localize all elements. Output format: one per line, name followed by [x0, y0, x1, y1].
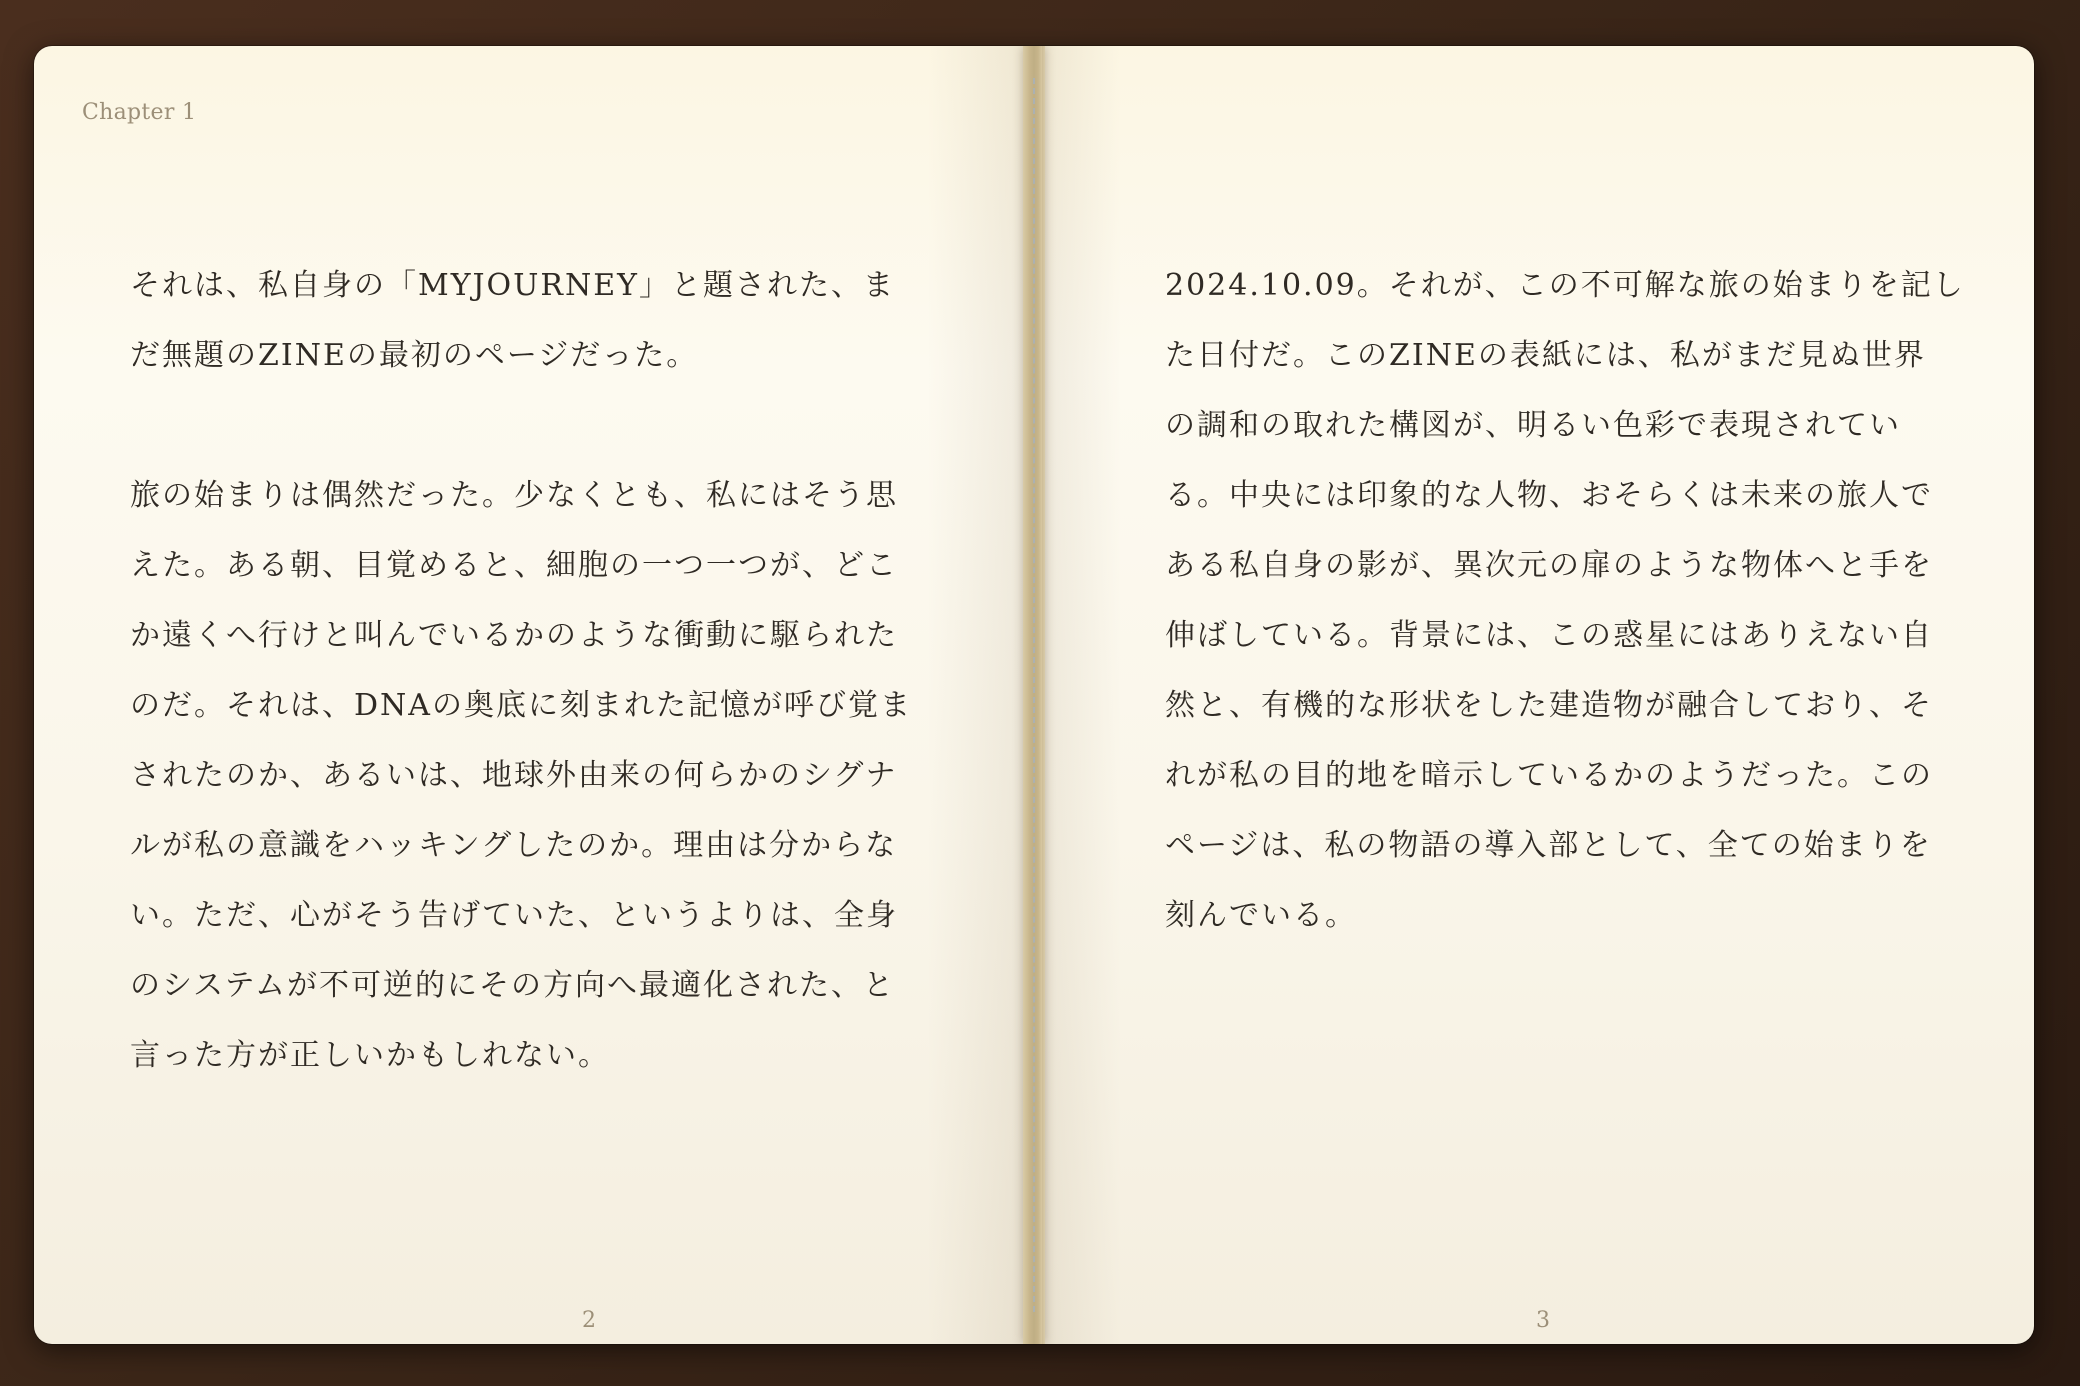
- paragraph: [1165, 251, 1965, 951]
- page-number-left: 2: [582, 1308, 596, 1333]
- text-line: えた。ある朝、目覚めると、細胞の一つ一つが、どこ: [130, 548, 898, 583]
- text-line: 言った方が正しいかもしれない。: [130, 1038, 610, 1073]
- text-line: ルが私の意識をハッキングしたのか。理由は分からな: [130, 828, 898, 863]
- text-line: それは、私自身の「MYJOURNEY」と題された、ま: [130, 268, 895, 303]
- left-page-text: [130, 251, 930, 1091]
- text-line: ある私自身の影が、異次元の扉のような物体へと手を: [1165, 548, 1933, 583]
- text-line: のシステムが不可逆的にその方向へ最適化された、と: [130, 968, 895, 1003]
- text-line: だ無題のZINEの最初のページだった。: [130, 338, 699, 373]
- left-page[interactable]: [34, 46, 1026, 1344]
- text-line: 伸ばしている。背景には、この惑星にはありえない自: [1165, 618, 1933, 653]
- text-line: れが私の目的地を暗示しているかのようだった。この: [1165, 758, 1933, 793]
- text-line: 刻んでいる。: [1165, 898, 1357, 933]
- text-line: のだ。それは、DNAの奥底に刻まれた記憶が呼び覚ま: [130, 688, 912, 723]
- chapter-label: Chapter 1: [82, 100, 197, 125]
- open-book: [34, 46, 2034, 1344]
- text-line: 2024.10.09。それが、この不可解な旅の始まりを記し: [1165, 268, 1965, 303]
- paragraph: [130, 461, 930, 1091]
- text-line: い。ただ、心がそう告げていた、というよりは、全身: [130, 898, 898, 933]
- text-line: の調和の取れた構図が、明るい色彩で表現されてい: [1165, 408, 1901, 443]
- text-line: されたのか、あるいは、地球外由来の何らかのシグナ: [130, 758, 898, 793]
- text-line: た日付だ。このZINEの表紙には、私がまだ見ぬ世界: [1165, 338, 1926, 373]
- text-line: 旅の始まりは偶然だった。少なくとも、私にはそう思: [130, 478, 898, 513]
- right-page[interactable]: [1042, 46, 2034, 1344]
- text-line: か遠くへ行けと叫んでいるかのような衝動に駆られた: [130, 618, 898, 653]
- paragraph: [130, 251, 930, 391]
- text-line: る。中央には印象的な人物、おそらくは未来の旅人で: [1165, 478, 1933, 513]
- spine-stitching: [1033, 78, 1035, 1312]
- page-number-right: 3: [1536, 1308, 1550, 1333]
- text-line: 然と、有機的な形状をした建造物が融合しており、そ: [1165, 688, 1933, 723]
- right-page-text: [1165, 251, 1965, 951]
- text-line: ページは、私の物語の導入部として、全ての始まりを: [1165, 828, 1932, 863]
